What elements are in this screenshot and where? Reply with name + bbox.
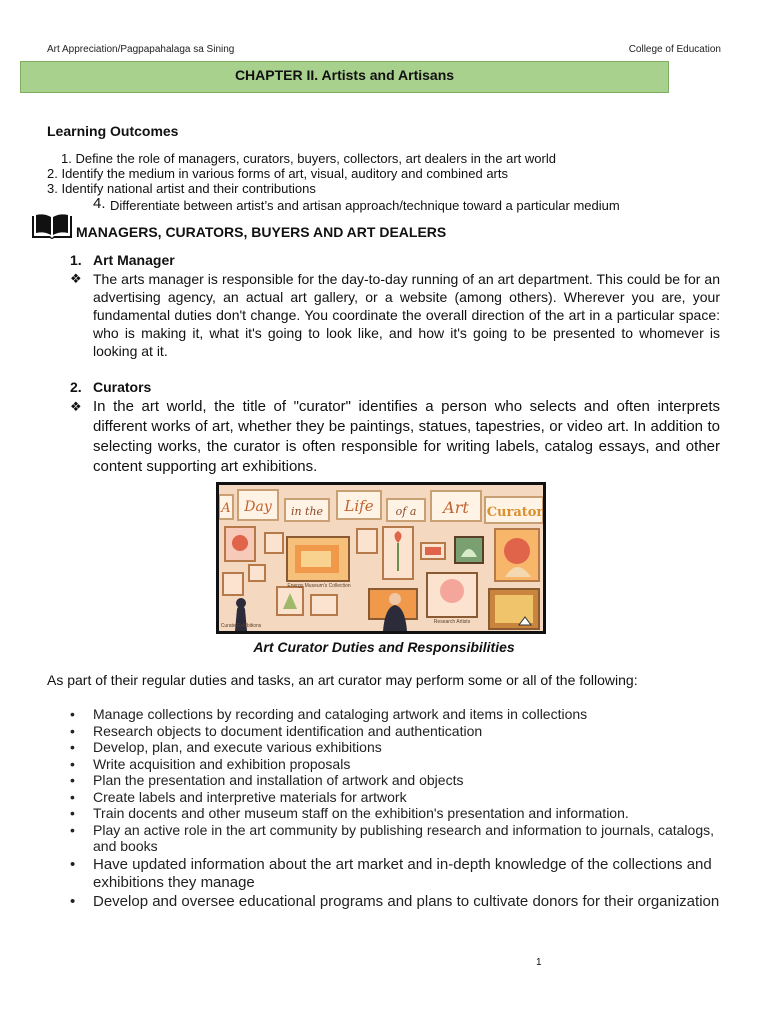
list-item: • Manage collections by recording and cataloging artwork and items in collections	[70, 706, 588, 722]
page-number: 1	[536, 957, 542, 968]
list-item: • Play an active role in the art community by publishing research and information to journals, catalogs, and books	[70, 821, 714, 854]
list-item: • Develop and oversee educational programs and plans to cultivate donors for their organization	[70, 892, 720, 910]
banner-word-1: A	[221, 501, 231, 516]
curators-heading	[70, 379, 151, 395]
learning-outcome-3: 3. Identify national artist and their contributions	[47, 181, 316, 196]
curator-illustration-art	[219, 485, 543, 631]
chapter-title: CHAPTER II. Artists and Artisans	[234, 67, 455, 83]
learning-outcome-1: 1. Define the role of managers, curators, buyers, collectors, art dealers in the art world	[61, 151, 556, 166]
list-item: • Have updated information about the art market and in-depth knowledge of the collections and exhibitions they manage	[70, 855, 712, 891]
banner-word-5: of a	[395, 505, 417, 518]
banner-word-3: in the	[290, 505, 324, 518]
learning-outcomes-title: Learning Outcomes	[47, 123, 179, 139]
section-title: MANAGERS, CURATORS, BUYERS AND ART DEALERS	[76, 224, 447, 240]
header-course-title: Art Appreciation/Pagpapahalaga sa Sining	[47, 44, 235, 55]
art-manager-heading	[70, 252, 175, 268]
diamond-bullet-icon: ❖	[70, 399, 82, 414]
learning-outcome-4: Differentiate between artist’s and artisan approach/technique toward a particular medium	[110, 198, 620, 213]
list-item: • Research objects to document identification and authentication	[70, 722, 483, 739]
art-manager-number: 1.	[70, 252, 82, 268]
banner-word-6: Art	[443, 498, 469, 517]
list-item: • Plan the presentation and installation of artwork and objects	[70, 772, 464, 788]
figure-caption: Art Curator Duties and Responsibilities	[253, 639, 515, 655]
art-manager-title: Art Manager	[93, 252, 175, 268]
art-manager-paragraph: The arts manager is responsible for the day-to-day running of an art department. This could be for an advertising agency, an actual art gallery, or a website (among others). Wherever you are, your fundamental duties don't change. You coordinate the overall direction of the art in a particular space: who is making it, what it's going to look like, and how it's going to be presented to whomever is looking at it.	[93, 271, 720, 359]
list-item: • Write acquisition and exhibition proposals	[70, 755, 351, 772]
duties-intro: As part of their regular duties and tasks, an art curator may perform some or all of the following:	[47, 672, 638, 688]
figure-label-research: Research Artists	[433, 619, 471, 625]
header-college-name: College of Education	[628, 44, 721, 55]
chapter-title-banner	[20, 61, 669, 93]
banner-word-2: Day	[244, 499, 272, 515]
diamond-bullet-icon: ❖	[70, 271, 82, 286]
curators-title: Curators	[93, 379, 152, 395]
open-book-icon	[30, 213, 74, 241]
learning-outcome-4-number: 4.	[93, 195, 106, 212]
list-item: • Create labels and interpretive materials for artwork	[70, 788, 407, 805]
banner-word-7: Curator	[486, 505, 543, 520]
curators-paragraph: In the art world, the title of "curator" identifies a person who selects and often interprets different works of art, whether they be paintings, statues, tapestries, or video art. In addition to selecting works, the curator is often responsible for writing labels, catalog essays, and other content supporting art exhibitions.	[93, 398, 720, 475]
figure-label-exhibitions: Curate Exhibitions	[220, 623, 262, 629]
curators-number: 2.	[70, 379, 82, 395]
learning-outcome-2: 2. Identify the medium in various forms of art, visual, auditory and combined arts	[47, 166, 508, 181]
curator-duties-list	[70, 706, 720, 911]
figure-label-collection: Energy Museum's Collection	[287, 583, 351, 589]
art-curator-illustration	[216, 482, 546, 634]
banner-word-4: Life	[344, 497, 374, 515]
list-item: • Develop, plan, and execute various exhibitions	[70, 739, 382, 755]
list-item: • Train docents and other museum staff on the exhibition's presentation and information.	[70, 805, 629, 821]
